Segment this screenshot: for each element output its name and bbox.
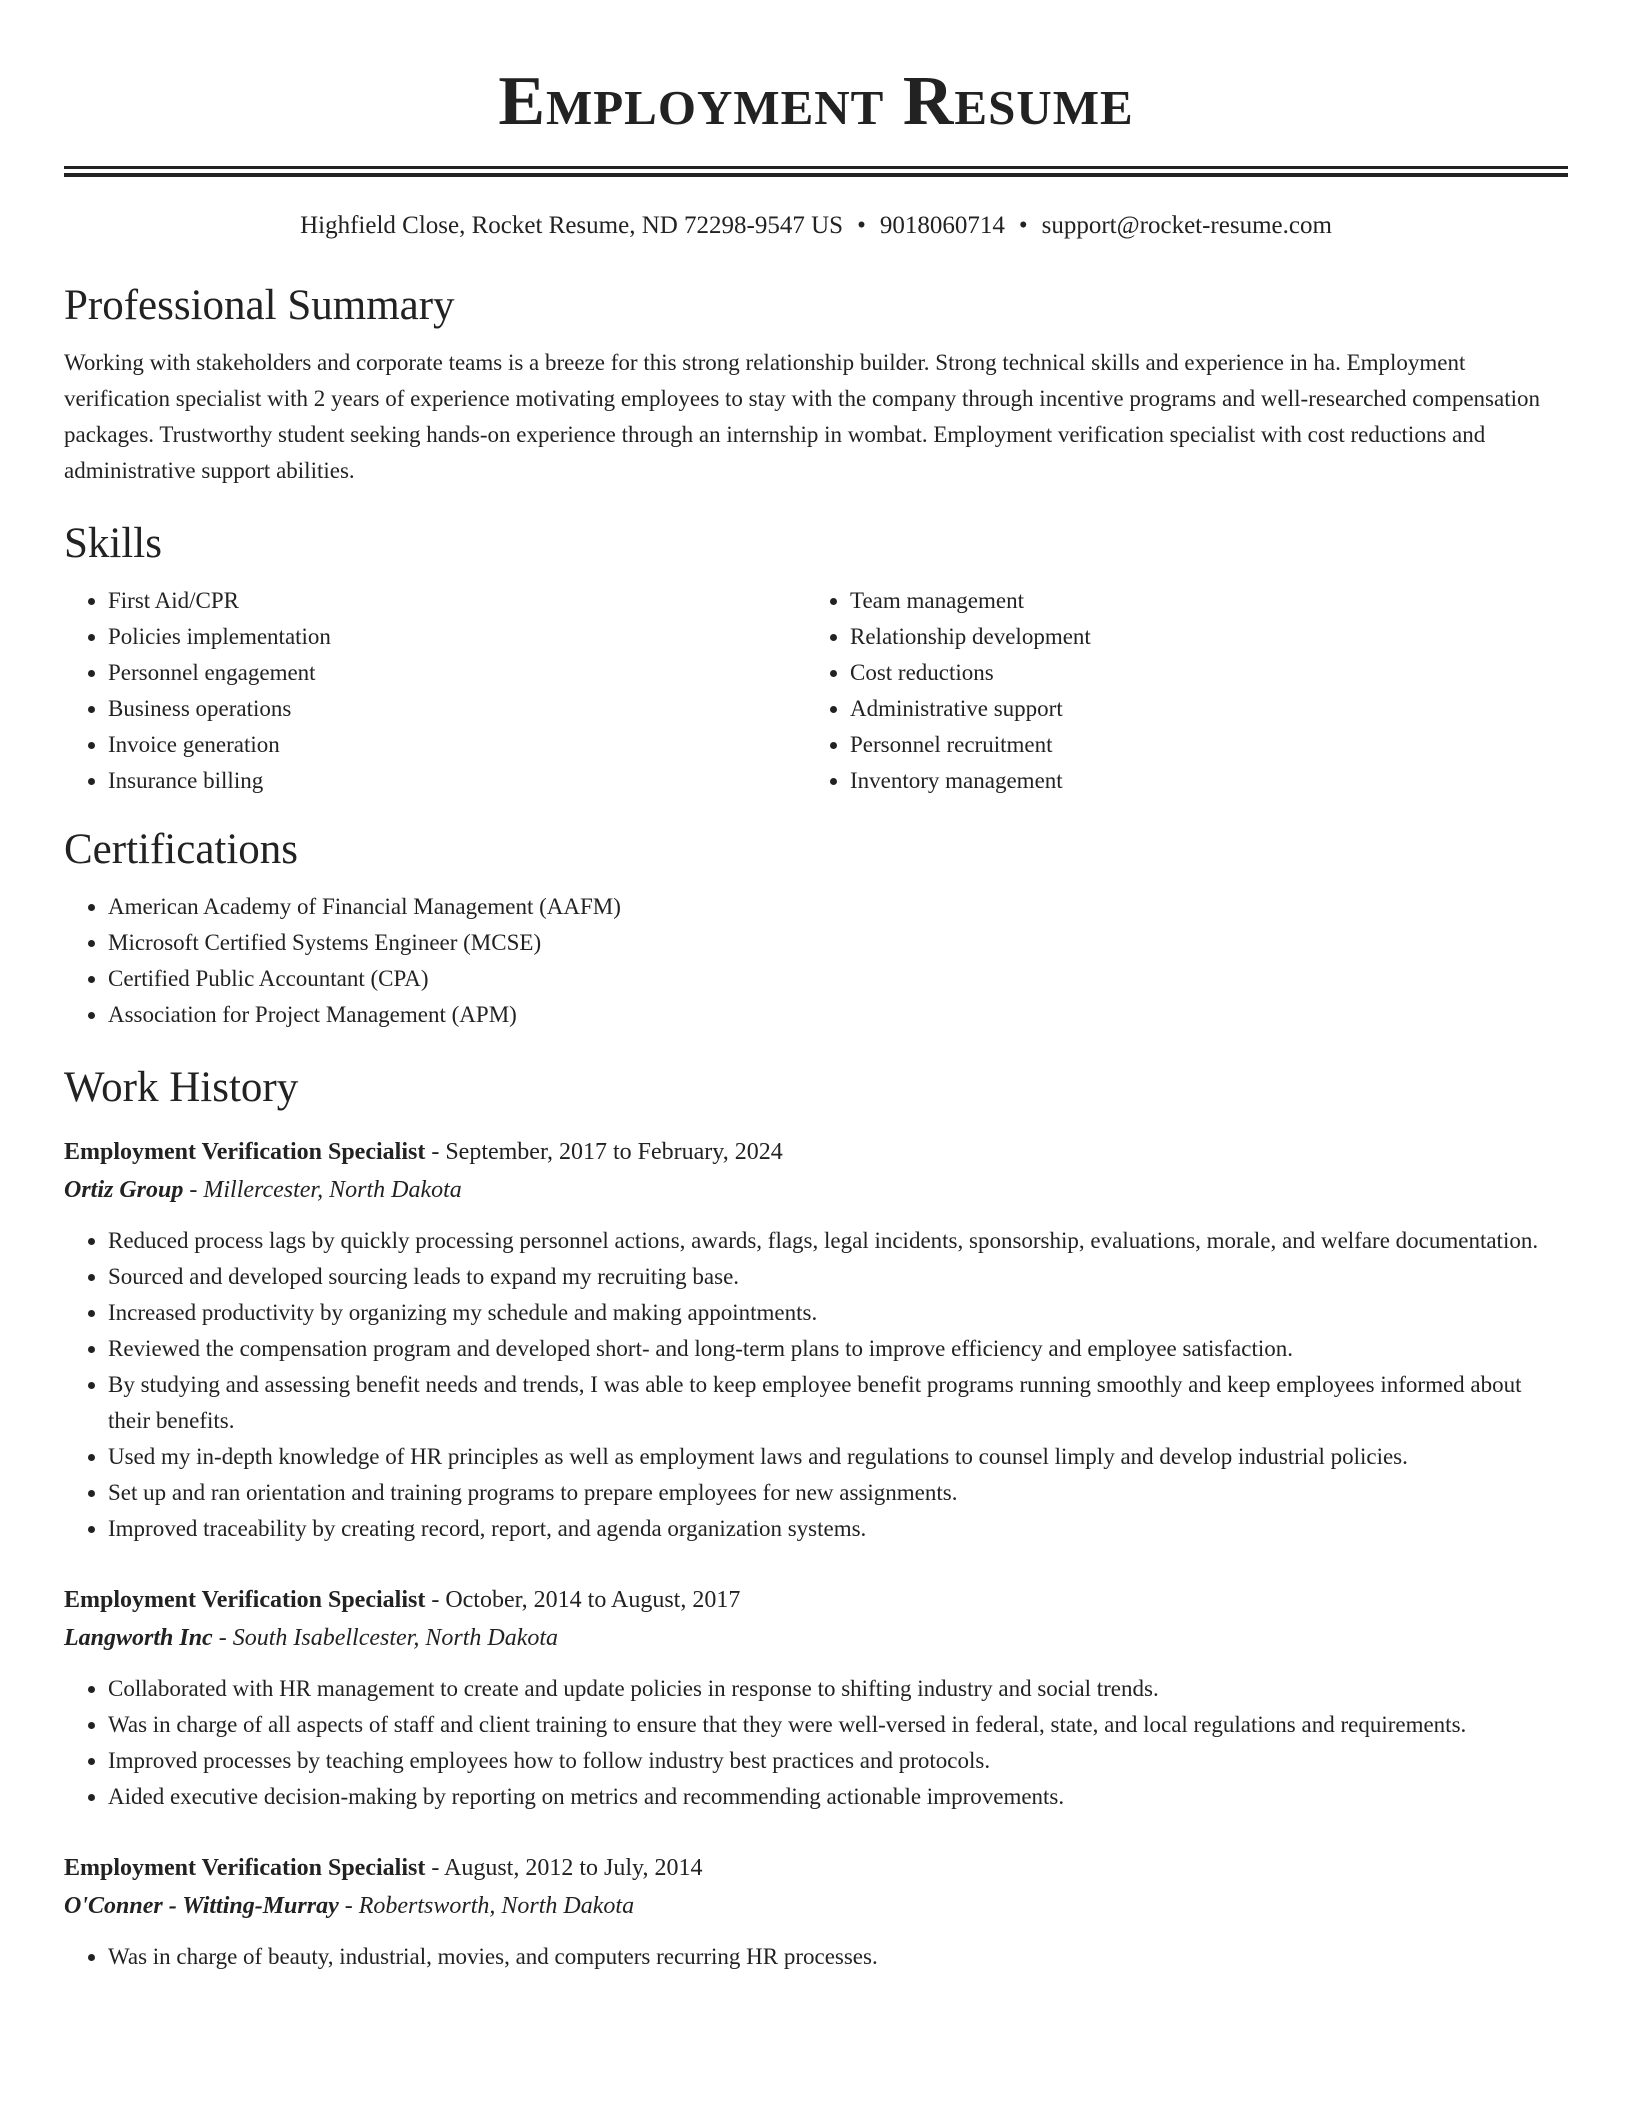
job-bullet: • Increased productivity by organizing my schedule and making appointments. — [108, 1295, 1568, 1331]
resume-page — [64, 0, 1568, 1975]
job-title-line — [64, 1133, 1568, 1171]
job-title: Employment Verification Specialist — [64, 1855, 426, 1881]
job-bullet: • Set up and ran orientation and training programs to prepare employees for new assignments. — [108, 1475, 1568, 1511]
job-bullet: • Was in charge of beauty, industrial, movies, and computers recurring HR processes. — [108, 1939, 1568, 1975]
job-company: Ortiz Group — [64, 1177, 184, 1203]
job-company-line — [64, 1887, 1568, 1925]
work-history-heading: Work History — [64, 1064, 299, 1111]
contact-line — [64, 211, 1568, 241]
contact-separator: • — [1018, 212, 1028, 239]
job-location: - South Isabellcester, North Dakota — [212, 1625, 559, 1651]
job-title-line — [64, 1849, 1568, 1887]
title-divider-secondary — [64, 173, 1568, 177]
skill-item: • Relationship development — [850, 619, 1548, 655]
skill-item: • Insurance billing — [108, 763, 806, 799]
job-bullet: • Collaborated with HR management to create and update policies in response to shifting industry and social trends. — [108, 1671, 1568, 1707]
job-title: Employment Verification Specialist — [64, 1587, 426, 1613]
skill-item: • Business operations — [108, 691, 806, 727]
certification-item: • Association for Project Management (APM) — [108, 997, 1568, 1033]
job-dates: - August, 2012 to July, 2014 — [425, 1855, 703, 1881]
job-company: Langworth Inc — [64, 1625, 213, 1651]
skill-item: • Personnel recruitment — [850, 727, 1548, 763]
job-entry — [64, 1849, 1568, 1975]
skill-item: • Team management — [850, 583, 1548, 619]
job-dates: - October, 2014 to August, 2017 — [425, 1587, 741, 1613]
job-bullet: • Used my in-depth knowledge of HR principles as well as employment laws and regulations to counsel limply and develop industrial policies. — [108, 1439, 1568, 1475]
contact-phone: 9018060714 — [879, 212, 1005, 239]
contact-address: Highfield Close, Rocket Resume, ND 72298-9547 US — [300, 212, 844, 239]
job-dates: - September, 2017 to February, 2024 — [425, 1139, 783, 1165]
job-bullet: • Reduced process lags by quickly processing personnel actions, awards, flags, legal incidents, sponsorship, evaluations, morale, and welfare documentation. — [108, 1223, 1568, 1259]
certifications-list — [64, 889, 1568, 1033]
job-bullet: • Improved processes by teaching employees how to follow industry best practices and protocols. — [108, 1743, 1568, 1779]
job-location: - Millercester, North Dakota — [183, 1177, 462, 1203]
job-entry — [64, 1133, 1568, 1547]
certification-item: • Microsoft Certified Systems Engineer (MCSE) — [108, 925, 1568, 961]
job-bullets — [64, 1223, 1568, 1547]
title-divider — [64, 166, 1568, 169]
job-company: O'Conner - Witting-Murray — [64, 1893, 339, 1919]
resume-title: Employment Resume — [498, 63, 1134, 140]
certifications-heading: Certifications — [64, 826, 299, 873]
summary-text: Working with stakeholders and corporate teams is a breeze for this strong relationship builder. Strong technical skills and experience in ha. Employment verification specialist with 2 years of experience motivating employees to stay with the company through incentive programs and well-researched compensation packages. Trustworthy student seeking hands-on experience through an internship in wombat. Employment verification specialist with cost reductions and administrative support abilities. — [64, 350, 1540, 483]
job-title: Employment Verification Specialist — [64, 1139, 426, 1165]
certification-item: • American Academy of Financial Management (AAFM) — [108, 889, 1568, 925]
job-bullet: • Sourced and developed sourcing leads to expand my recruiting base. — [108, 1259, 1568, 1295]
job-bullet: • By studying and assessing benefit needs and trends, I was able to keep employee benefit programs running smoothly and keep employees informed about their benefits. — [108, 1367, 1568, 1439]
skill-item: • Personnel engagement — [108, 655, 806, 691]
skill-item: • Administrative support — [850, 691, 1548, 727]
skill-item: • Inventory management — [850, 763, 1548, 799]
job-title-line — [64, 1581, 1568, 1619]
job-bullet: • Reviewed the compensation program and developed short- and long-term plans to improve efficiency and employee satisfaction. — [108, 1331, 1568, 1367]
contact-email: support@rocket-resume.com — [1041, 212, 1332, 239]
job-bullet: • Improved traceability by creating record, report, and agenda organization systems. — [108, 1511, 1568, 1547]
skills-heading: Skills — [64, 520, 162, 567]
skill-item: • Invoice generation — [108, 727, 806, 763]
job-entry — [64, 1581, 1568, 1815]
job-location: - Robertsworth, North Dakota — [338, 1893, 635, 1919]
skill-item: • Cost reductions — [850, 655, 1548, 691]
certification-item: • Certified Public Accountant (CPA) — [108, 961, 1568, 997]
skill-item: • First Aid/CPR — [108, 583, 806, 619]
job-bullet: • Aided executive decision-making by reporting on metrics and recommending actionable improvements. — [108, 1779, 1568, 1815]
job-bullets — [64, 1671, 1568, 1815]
summary-heading: Professional Summary — [64, 282, 455, 329]
skills-right-list — [806, 583, 1548, 799]
contact-separator: • — [857, 212, 866, 239]
skill-item: • Policies implementation — [108, 619, 806, 655]
skills-columns — [64, 583, 1568, 799]
job-bullet: • Was in charge of all aspects of staff and client training to ensure that they were well-versed in federal, state, and local regulations and requirements. — [108, 1707, 1568, 1743]
job-bullets — [64, 1939, 1568, 1975]
skills-left-list — [64, 583, 806, 799]
job-company-line — [64, 1619, 1568, 1657]
job-company-line — [64, 1171, 1568, 1209]
